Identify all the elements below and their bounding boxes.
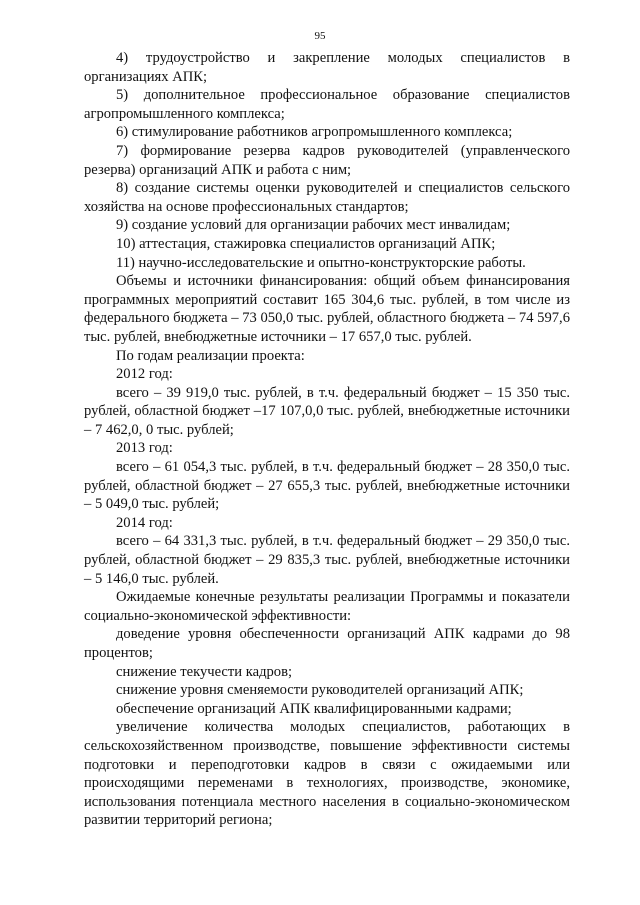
result-item-young-specialists: увеличение количества молодых специалистов, работающих в сельскохозяйственном производстве, повышение эффективности системы подготовки и переподготовки кадров в связи с ожидаемыми или происходящими переменами в технологиях, производстве, экономике, использования потенциала местного населения в социально-экономическом развитии территорий региона;	[84, 719, 570, 829]
list-item-9: 9) создание условий для организации рабочих мест инвалидам;	[116, 217, 511, 234]
year-2012-paragraph: всего – 39 919,0 тыс. рублей, в т.ч. федеральный бюджет – 15 350 тыс. рублей, областной бюджет –17 107,0,0 тыс. рублей, внебюджетные источники – 7 462,0, 0 тыс. рублей;	[84, 384, 570, 438]
list-item-8: 8) создание системы оценки руководителей и специалистов сельского хозяйства на основе профессиональных стандартов;	[84, 180, 570, 215]
year-2014-paragraph: всего – 64 331,3 тыс. рублей, в т.ч. федеральный бюджет – 29 350,0 тыс. рублей, областной бюджет – 29 835,3 тыс. рублей, внебюджетные источники – 5 146,0 тыс. рублей.	[84, 533, 570, 587]
result-item-qualified: обеспечение организаций АПК квалифицированными кадрами;	[116, 700, 512, 717]
results-intro-paragraph: Ожидаемые конечные результаты реализации Программы и показатели социально-экономической эффективности:	[84, 589, 570, 624]
page-number: 95	[314, 30, 326, 42]
year-2014-label: 2014 год:	[116, 514, 173, 531]
list-item-5: 5) дополнительное профессиональное образование специалистов агропромышленного комплекса;	[84, 87, 570, 122]
result-item-staffing: доведение уровня обеспеченности организаций АПК кадрами до 98 процентов;	[84, 626, 570, 661]
list-item-11: 11) научно-исследовательские и опытно-конструкторские работы.	[116, 254, 526, 271]
list-item-7: 7) формирование резерва кадров руководителей (управленческого резерва) организаций АПК и работа с ним;	[84, 142, 570, 178]
funding-paragraph: Объемы и источники финансирования: общий объем финансирования программных мероприятий составит 165 304,6 тыс. рублей, в том числе из федерального бюджета – 73 050,0 тыс. рублей, областного бюджета – 74 597,6 тыс. рублей, внебюджетные источники – 17 657,0 тыс. рублей.	[84, 273, 570, 345]
result-item-turnover: снижение текучести кадров;	[116, 663, 293, 680]
year-2012-label: 2012 год:	[116, 366, 173, 383]
list-item-10: 10) аттестация, стажировка специалистов организаций АПК;	[116, 235, 496, 252]
list-item-6: 6) стимулирование работников агропромышленного комплекса;	[116, 124, 513, 141]
list-item-4: 4) трудоустройство и закрепление молодых специалистов в организациях АПК;	[84, 50, 570, 85]
year-2013-paragraph: всего – 61 054,3 тыс. рублей, в т.ч. федеральный бюджет – 28 350,0 тыс. рублей, областной бюджет – 27 655,3 тыс. рублей, внебюджетные источники – 5 049,0 тыс. рублей;	[84, 459, 570, 513]
document-body	[84, 49, 570, 830]
result-item-managers: снижение уровня сменяемости руководителей организаций АПК;	[116, 682, 524, 699]
years-heading: По годам реализации проекта:	[116, 347, 305, 364]
year-2013-label: 2013 год:	[116, 440, 173, 457]
